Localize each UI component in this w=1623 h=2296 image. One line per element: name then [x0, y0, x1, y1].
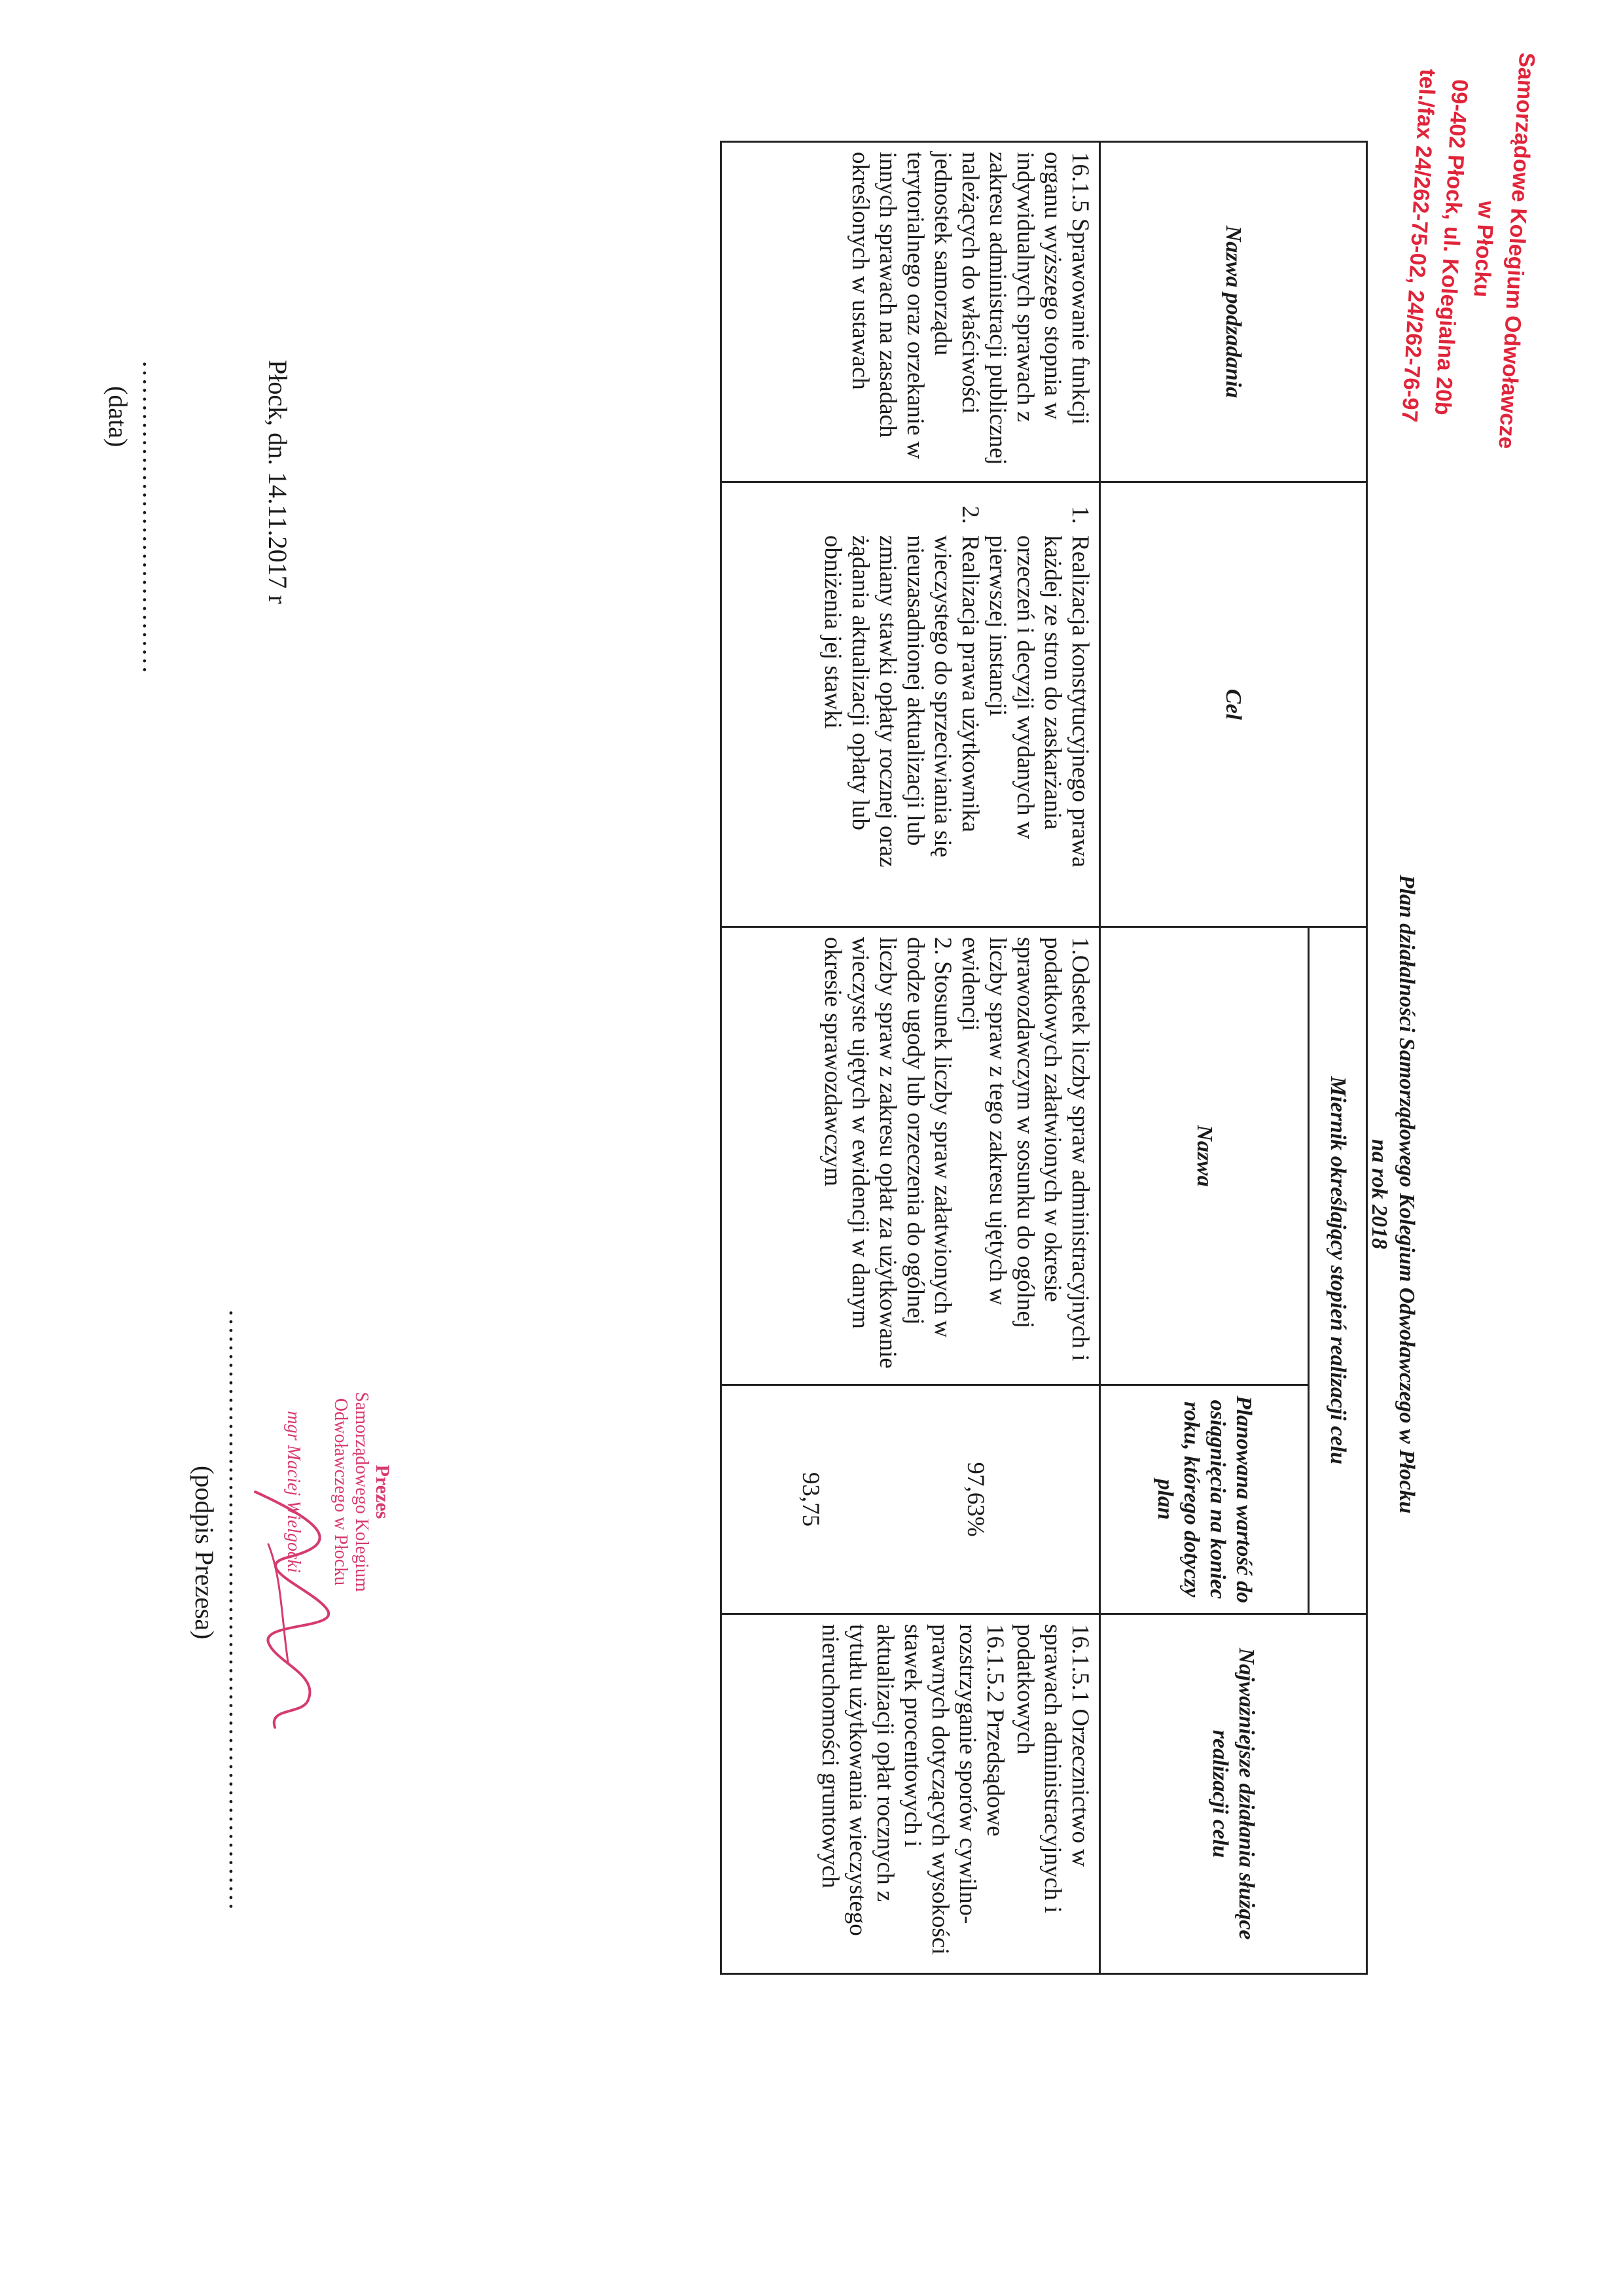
value-1: 97,63% [962, 1462, 989, 1537]
header-cel: Cel [1100, 482, 1367, 927]
stamp-name: mgr Maciej Wielgocki [283, 1411, 304, 1573]
goal-item-2: 2. Realizacja prawa użytkownika wieczystego do sprzeciwiania się nieuzasadnionej aktualizacji lub zmiany stawki opłaty rocznej oraz żądania aktualizacji opłaty lub obniżenia jej stawki [819, 530, 984, 917]
header-miernik-wartosc: Planowana wartość do osiągnięcia na koniec roku, którego dotyczy plan [1100, 1385, 1309, 1614]
stamp-role: Prezes [372, 1464, 393, 1519]
cell-podzadanie [721, 142, 1100, 482]
cell-miernik-wartosc [721, 1385, 1100, 1614]
cell-cel [721, 482, 1100, 927]
footer-signature-block [187, 1309, 255, 1963]
stamp-org-line-2: Odwoławczego w Płocku [330, 1398, 351, 1586]
place-date: Płock, dn. 14.11.2017 r [263, 360, 293, 604]
header-miernik-group: Miernik określający stopień realizacji celu [1309, 927, 1367, 1614]
cell-dzialania [721, 1614, 1100, 1974]
document-title [1365, 752, 1420, 1636]
miernik-item-1: 1.Odsetek liczby spraw administracyjnych i podatkowych załatwionych w okresie sprawozdawczym w sosunku do ogólnej liczby spraw z tego zakresu ujętych w ewidencji [957, 937, 1094, 1362]
value-2: 93,75 [797, 1472, 824, 1527]
signature-dots: …………………………………………………………… [224, 1309, 253, 1911]
signature-label: (podpis Prezesa) [190, 1466, 219, 1640]
date-label: (data) [103, 386, 133, 448]
footer-date-block [101, 360, 294, 674]
stamp-line-2: w Płocku [1469, 200, 1499, 298]
table-row [721, 142, 1100, 1974]
stamp-line-4: tel./fax 24/262-75-02, 24/262-76-97 [1397, 68, 1440, 423]
plan-table [720, 141, 1368, 1975]
stamp-line-3: 09-402 Płock, ul. Kolegialna 20b [1429, 79, 1472, 416]
date-dots: ……………………………… [137, 360, 167, 674]
institution-stamp [1391, 23, 1544, 474]
header-podzadanie: Nazwa podzadania [1100, 142, 1367, 482]
miernik-item-2: 2. Stosunek liczby spraw załatwionych w drodze ugody lub orzeczenia do ogólnej liczby spraw z zakresu opłat za użytkowanie wieczyste ujętych w ewidencji w danym okresie sprawozdawczym [819, 937, 956, 1369]
header-miernik-nazwa: Nazwa [1100, 927, 1309, 1385]
dzialanie-item-1: 16.1.5.1 Orzecznictwo w sprawach administracyjnych i podatkowych [1012, 1624, 1094, 1913]
stamp-line-1: Samorządowe Kolegium Odwoławcze [1493, 52, 1540, 450]
cell-miernik-nazwa [721, 927, 1100, 1385]
goal-list [819, 492, 1094, 917]
dzialanie-item-2: 16.1.5.2 Przedsądowe rozstrzyganie sporów cywilno-prawnych dotyczących wysokości stawek procentowych i aktualizacji opłat rocznych z tytułu użytkowania wieczystego nieruchomości gruntowych [817, 1624, 1008, 1955]
stamp-org-line-1: Samorządowego Kolegium [351, 1392, 372, 1592]
table-header-row [1309, 142, 1367, 1974]
goal-item-1: 1. Realizacja konstytucyjnego prawa każdej ze stron do zaskarżania orzeczeń i decyzji wydanych w pierwszej instancji [984, 530, 1094, 917]
header-dzialania: Najważniejsze działania służące realizacji celu [1100, 1614, 1367, 1974]
title-line-2: na rok 2018 [1367, 1139, 1391, 1250]
podzadanie-text: 16.1.5 Sprawowanie funkcji organu wyższego stopnia w indywidualnych sprawach z zakresu administracji publicznej należących do właściwości jednostek samorządu terytorialnego oraz orzekanie w innych sprawach na zasadach określonych w ustawach [847, 152, 1094, 465]
title-line-1: Plan działalności Samorządowego Kolegium Odwoławczego w Płocku [1395, 874, 1419, 1514]
